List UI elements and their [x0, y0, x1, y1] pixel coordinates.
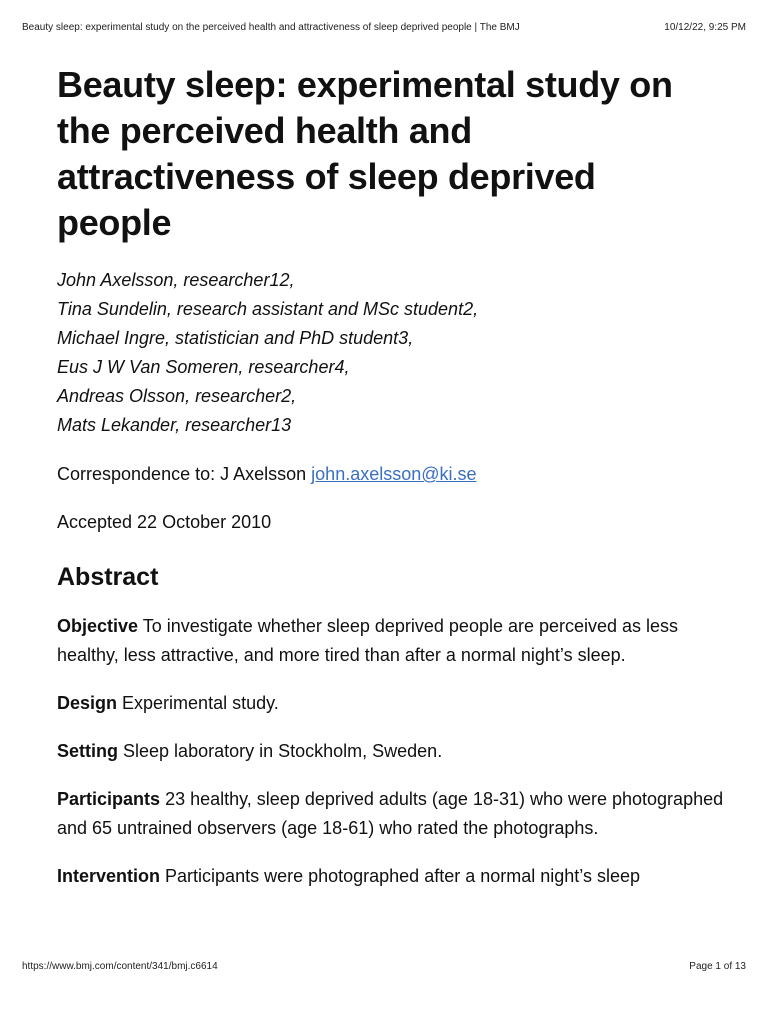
print-datetime: 10/12/22, 9:25 PM [664, 22, 746, 33]
correspondence-email-link[interactable]: john.axelsson@ki.se [311, 464, 477, 484]
setting-text: Sleep laboratory in Stockholm, Sweden. [123, 741, 443, 761]
accepted-date: Accepted 22 October 2010 [57, 512, 272, 532]
objective-label: Objective [57, 616, 139, 636]
design-label: Design [57, 693, 118, 713]
abstract-design [57, 689, 737, 718]
author-item: Tina Sundelin, research assistant and MSc student2, [57, 299, 479, 319]
intervention-label: Intervention [57, 866, 161, 886]
print-url: https://www.bmj.com/content/341/bmj.c6614 [22, 961, 218, 972]
setting-label: Setting [57, 741, 118, 761]
author-item: Andreas Olsson, researcher2, [57, 386, 297, 406]
page-number: Page 1 of 13 [689, 961, 746, 972]
author-list [57, 266, 737, 440]
participants-label: Participants [57, 789, 161, 809]
abstract-intervention [57, 862, 737, 891]
author-item: Eus J W Van Someren, researcher4, [57, 357, 350, 377]
intervention-text: Participants were photographed after a normal night’s sleep [165, 866, 640, 886]
abstract-setting [57, 737, 737, 766]
print-header [22, 22, 746, 33]
author-item: Mats Lekander, researcher13 [57, 415, 292, 435]
article-content [57, 62, 737, 891]
objective-text: To investigate whether sleep deprived people are perceived as less healthy, less attractive, and more tired than after a normal night’s sleep. [57, 616, 679, 665]
author-item: Michael Ingre, statistician and PhD student3, [57, 328, 414, 348]
design-text: Experimental study. [122, 693, 279, 713]
article-title: Beauty sleep: experimental study on the perceived health and attractiveness of sleep deprived people [57, 64, 673, 243]
author-item: John Axelsson, researcher12, [57, 270, 295, 290]
abstract-objective [57, 612, 737, 670]
print-page-title: Beauty sleep: experimental study on the perceived health and attractiveness of sleep deprived people | The BMJ [22, 22, 520, 33]
abstract-heading: Abstract [57, 563, 159, 591]
participants-text: 23 healthy, sleep deprived adults (age 18-31) who were photographed and 65 untrained observers (age 18-61) who rated the photographs. [57, 789, 724, 838]
correspondence-label: Correspondence to: J Axelsson [57, 464, 307, 484]
correspondence [57, 460, 737, 489]
print-footer [22, 961, 746, 972]
abstract-participants [57, 785, 737, 843]
